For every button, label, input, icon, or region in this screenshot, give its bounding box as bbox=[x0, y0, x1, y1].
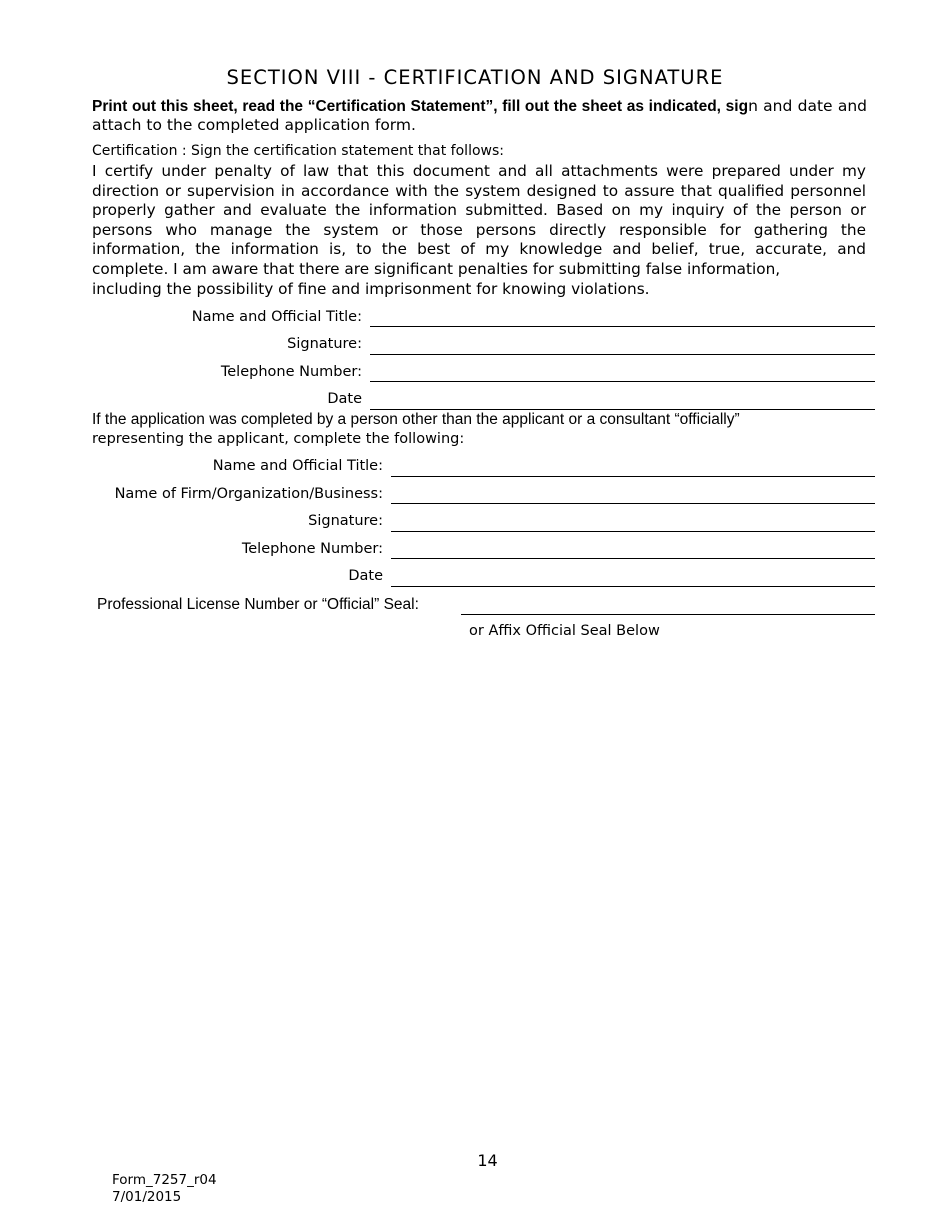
applicant-date-label: Date bbox=[327, 391, 362, 407]
certification-statement-text: I certify under penalty of law that this document and all attachments were prepared under my direction or supervision in accordance with the system designed to assure that qualified personnel properly gather and evaluate the information submitted. Based on my inquiry of the person or persons who manage the system or those persons directly responsible for gathering the information, the information is, to the best of my knowledge and belief, true, accurate, and complete. I am aware that there are significant penalties for submitting false information, bbox=[92, 162, 866, 278]
applicant-telephone-field[interactable] bbox=[370, 381, 875, 382]
preparer-firm-field[interactable] bbox=[391, 503, 875, 504]
certification-statement bbox=[92, 162, 866, 299]
form-revision-date: 7/01/2015 bbox=[112, 1189, 182, 1205]
preparer-name-title-field[interactable] bbox=[391, 476, 875, 477]
instructions-rest: n and date and attach to the completed application form. bbox=[92, 97, 867, 134]
page-title: SECTION VIII - CERTIFICATION AND SIGNATURE bbox=[226, 66, 724, 89]
preparer-signature-label: Signature: bbox=[308, 513, 383, 529]
form-id: Form_7257_r04 bbox=[112, 1172, 217, 1188]
instructions bbox=[92, 97, 867, 135]
preparer-date-label: Date bbox=[348, 568, 383, 584]
form-footer bbox=[112, 1172, 217, 1206]
certification-statement-last-line: including the possibility of fine and imprisonment for knowing violations. bbox=[92, 279, 650, 298]
applicant-date-field[interactable] bbox=[370, 409, 875, 410]
certification-label: Certification : Sign the certification statement that follows: bbox=[92, 143, 504, 159]
affix-seal-note: or Affix Official Seal Below bbox=[469, 623, 660, 639]
other-person-intro-line2: representing the applicant, complete the following: bbox=[92, 431, 465, 447]
applicant-telephone-label: Telephone Number: bbox=[220, 364, 362, 380]
applicant-signature-field[interactable] bbox=[370, 354, 875, 355]
other-person-intro-line1: If the application was completed by a person other than the applicant or a consultant “officially” bbox=[92, 411, 740, 428]
page-number: 14 bbox=[477, 1151, 498, 1170]
preparer-signature-field[interactable] bbox=[391, 531, 875, 532]
preparer-firm-label: Name of Firm/Organization/Business: bbox=[114, 486, 383, 502]
preparer-date-field[interactable] bbox=[391, 586, 875, 587]
preparer-telephone-field[interactable] bbox=[391, 558, 875, 559]
applicant-signature-label: Signature: bbox=[287, 336, 362, 352]
preparer-telephone-label: Telephone Number: bbox=[241, 541, 383, 557]
license-seal-field[interactable] bbox=[461, 614, 875, 615]
instructions-bold: Print out this sheet, read the “Certification Statement”, fill out the sheet as indicated, sig bbox=[92, 98, 749, 115]
preparer-name-title-label: Name and Official Title: bbox=[212, 458, 383, 474]
applicant-name-title-label: Name and Official Title: bbox=[191, 309, 362, 325]
applicant-name-title-field[interactable] bbox=[370, 326, 875, 327]
license-seal-label: Professional License Number or “Official” Seal: bbox=[97, 596, 419, 613]
